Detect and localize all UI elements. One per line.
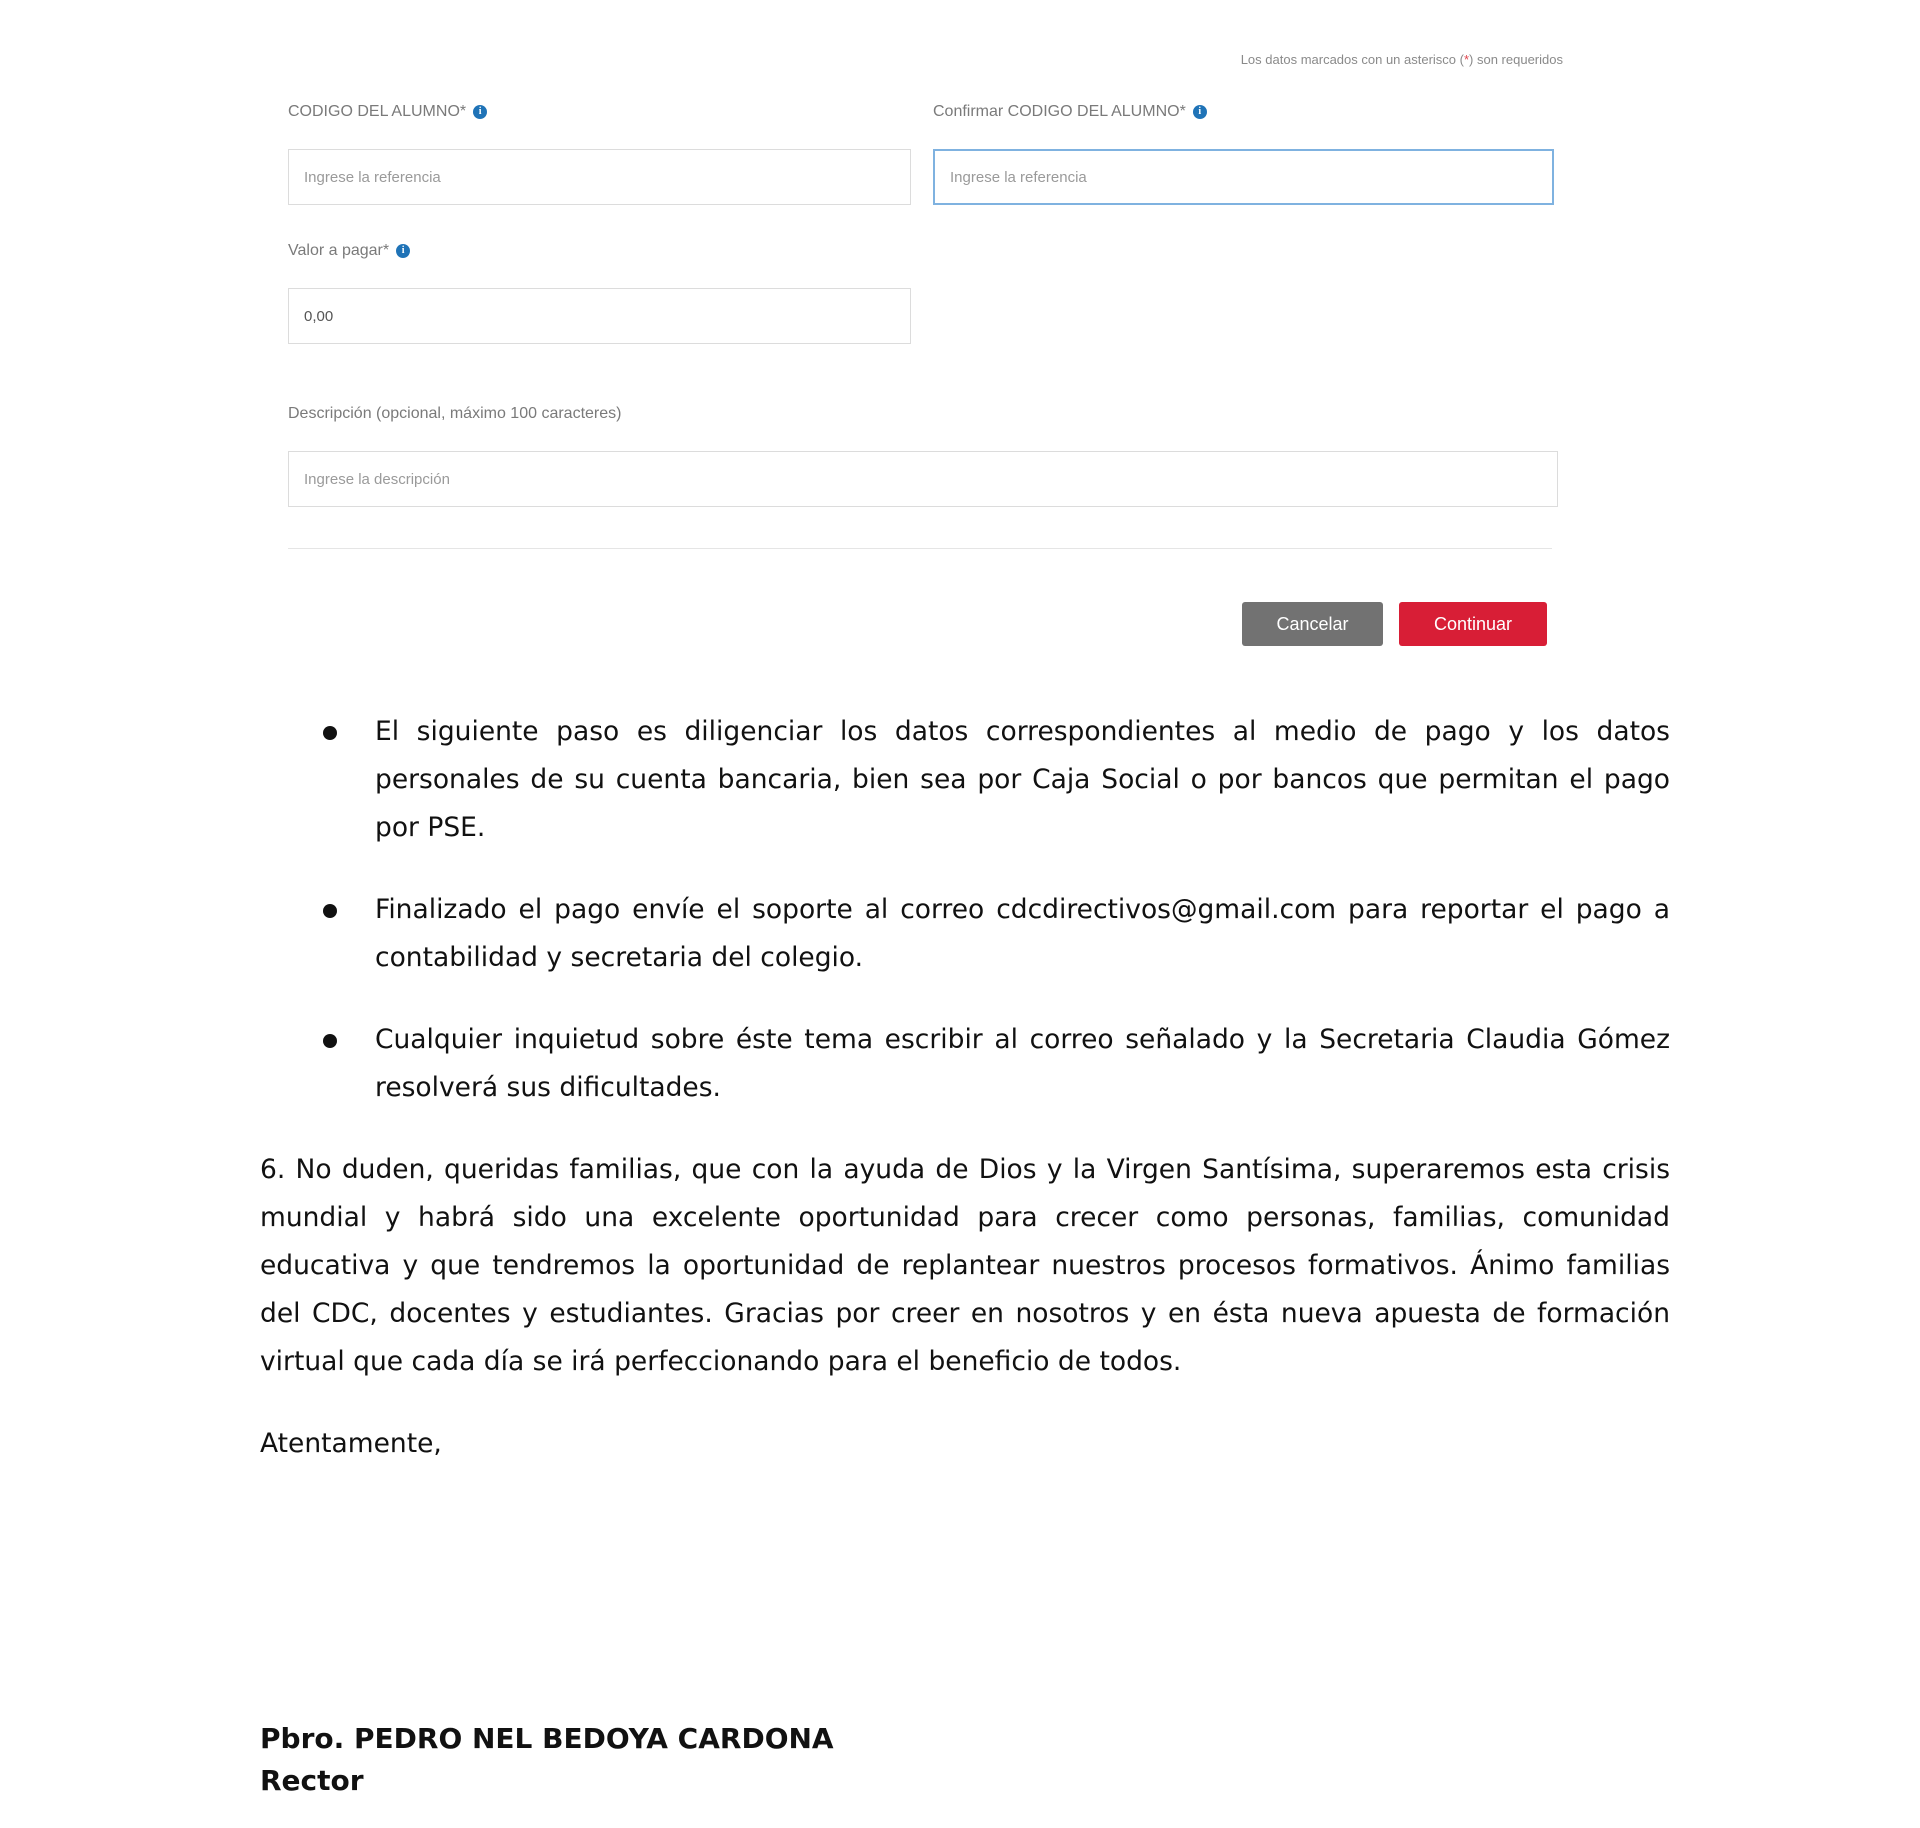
bullet-dot-icon	[323, 1034, 337, 1048]
paragraph-six: 6. No duden, queridas familias, que con la ayuda de Dios y la Virgen Santísima, superaremos esta crisis mundial y habrá sido una excelente oportunidad para crecer como personas, familias, comunidad educativa y que tendremos la oportunidad de replantear nuestros procesos formativos. Ánimo familias del CDC, docentes y estudiantes. Gracias por creer en nosotros y en ésta nueva apuesta de formación virtual que cada día se irá perfeccionando para el beneficio de todos.	[260, 1154, 1670, 1377]
list-item-text: Cualquier inquietud sobre éste tema escribir al correo señalado y la Secretaria Claudia Gómez resolverá sus dificultades.	[375, 1024, 1670, 1103]
list-item	[260, 708, 1670, 852]
confirm-codigo-input[interactable]	[933, 149, 1554, 205]
confirm-codigo-label-text: Confirmar CODIGO DEL ALUMNO*	[933, 103, 1186, 120]
continue-button[interactable]: Continuar	[1399, 602, 1547, 646]
info-icon[interactable]: i	[396, 244, 410, 258]
confirm-codigo-label	[933, 103, 1207, 121]
codigo-alumno-label-text: CODIGO DEL ALUMNO*	[288, 103, 467, 120]
form-divider	[288, 548, 1552, 549]
list-item-text: El siguiente paso es diligenciar los datos correspondientes al medio de pago y los datos personales de su cuenta bancaria, bien sea por Caja Social o por bancos que permitan el pago por PSE.	[375, 716, 1670, 843]
valor-pagar-label	[288, 242, 410, 260]
payment-form	[0, 0, 1920, 680]
valor-pagar-input[interactable]	[288, 288, 911, 344]
descripcion-input[interactable]	[288, 451, 1558, 507]
info-icon[interactable]: i	[473, 105, 487, 119]
bullet-dot-icon	[323, 904, 337, 918]
descripcion-label	[288, 405, 621, 423]
codigo-alumno-label	[288, 103, 487, 121]
required-note-text: Los datos marcados con un asterisco (	[1240, 52, 1464, 67]
signer-name: Pbro. PEDRO NEL BEDOYA CARDONA	[260, 1722, 834, 1755]
descripcion-label-text: Descripción (opcional, máximo 100 caracteres)	[288, 405, 622, 422]
letter-body	[260, 708, 1670, 1468]
cancel-button[interactable]: Cancelar	[1242, 602, 1383, 646]
valor-pagar-label-text: Valor a pagar*	[288, 242, 390, 259]
required-asterisk: *	[1463, 52, 1470, 67]
signature-block	[260, 1718, 834, 1802]
instructions-list	[260, 708, 1670, 1112]
list-item	[260, 886, 1670, 982]
list-item-text: Finalizado el pago envíe el soporte al correo cdcdirectivos@gmail.com para reportar el pago a contabilidad y secretaria del colegio.	[375, 894, 1670, 973]
list-item	[260, 1016, 1670, 1112]
codigo-alumno-input[interactable]	[288, 149, 911, 205]
bullet-dot-icon	[323, 726, 337, 740]
signer-title: Rector	[260, 1764, 364, 1797]
required-fields-note	[1241, 52, 1563, 67]
closing-salutation: Atentamente,	[260, 1428, 442, 1459]
required-note-end: ) son requeridos	[1469, 52, 1563, 67]
info-icon[interactable]: i	[1193, 105, 1207, 119]
